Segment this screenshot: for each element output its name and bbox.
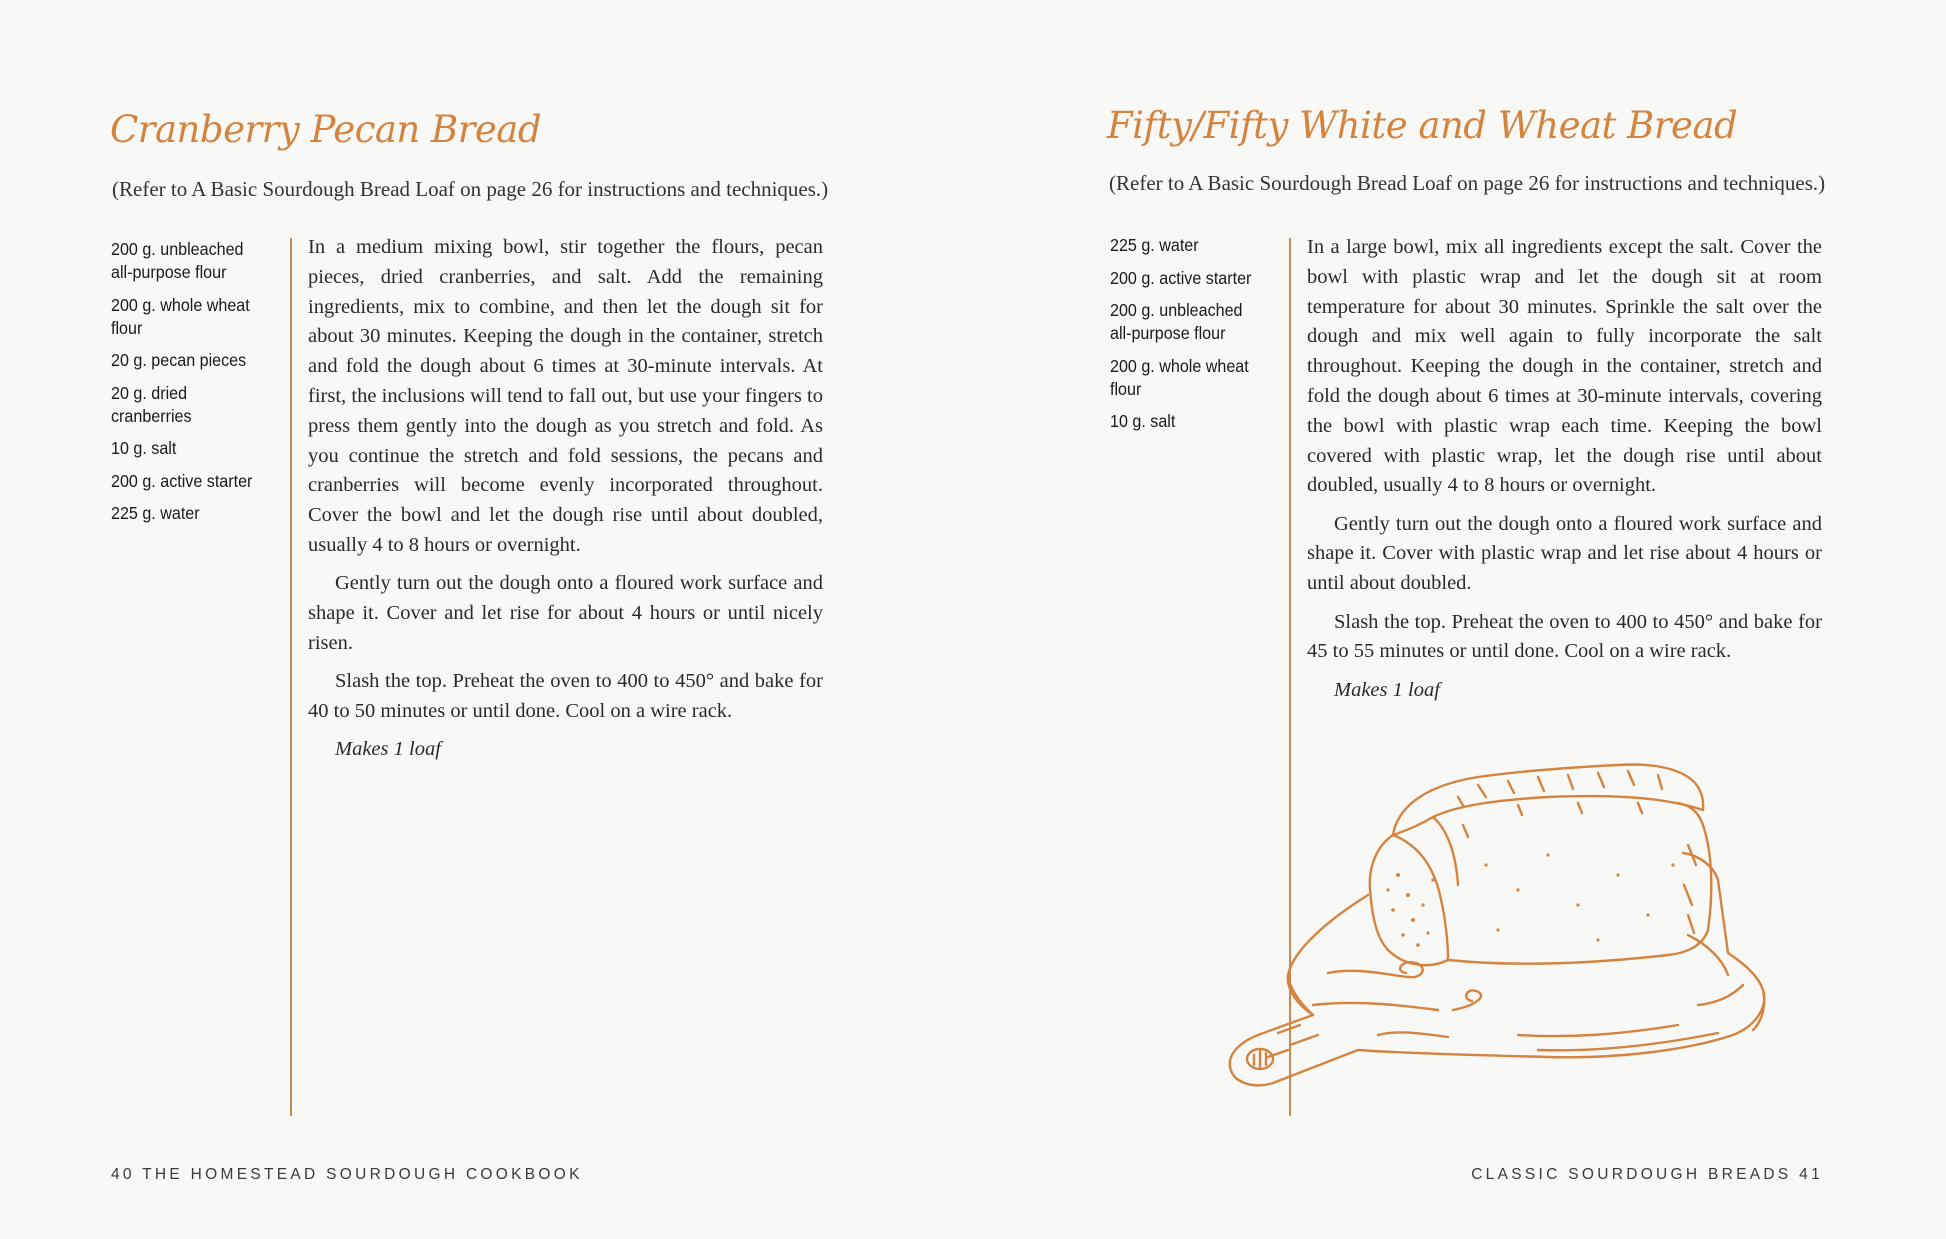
instruction-paragraph: Gently turn out the dough onto a floured work surface and shape it. Cover and let rise for about 4 hours or until nicely risen. — [308, 572, 823, 654]
yield-note: Makes 1 loaf — [335, 738, 441, 761]
ingredient-item: 10 g. salt — [111, 438, 177, 458]
ingredient-item: 20 g. dried cranberries — [111, 382, 192, 426]
ingredient-item: 225 g. water — [1110, 235, 1199, 255]
ingredient-item: 10 g. salt — [1110, 411, 1176, 431]
ingredient-list — [111, 238, 267, 535]
recipe-instructions — [1307, 233, 1822, 714]
ingredient-item: 200 g. whole wheat flour — [1110, 355, 1249, 399]
ingredient-item: 200 g. active starter — [1110, 267, 1252, 288]
instruction-paragraph: In a medium mixing bowl, stir together the flours, pecan pieces, dried cranberries, and salt. Add the remaining ingredients, mix to combine, and then let the dough sit for about 30 minutes. Keeping the dough in the container, stretch and fold the dough about 6 times at 30-minute intervals. At first, the inclusions will tend to fall out, but use your fingers to press them gently into the dough as you stretch and fold. As you continue the stretch and fold sessions, the pecans and cranberries will become evenly incorporated throughout. Cover the bowl and let the dough rise until about doubled, usually 4 to 8 hours or overnight. — [308, 236, 823, 556]
refer-note: (Refer to A Basic Sourdough Bread Loaf on page 26 for instructions and techniques.) — [112, 177, 829, 201]
column-divider — [290, 238, 292, 1116]
ingredient-item: 20 g. pecan pieces — [111, 350, 247, 370]
page-footer: CLASSIC SOURDOUGH BREADS 41 — [1471, 1166, 1823, 1183]
recipe-title: Cranberry Pecan Bread — [110, 108, 542, 151]
yield-note: Makes 1 loaf — [1334, 678, 1440, 701]
ingredient-item: 200 g. whole wheat flour — [111, 294, 250, 338]
instruction-paragraph: Gently turn out the dough onto a floured work surface and shape it. Cover with plastic wrap and let rise about 4 hours or until about doubled. — [1307, 512, 1822, 595]
instruction-paragraph: Slash the top. Preheat the oven to 400 to 450° and bake for 40 to 50 minutes or until done. Cool on a wire rack. — [308, 670, 823, 722]
ingredient-list — [1110, 234, 1266, 443]
bread-loaf-on-cutting-board-icon — [1218, 705, 1818, 1095]
instruction-paragraph: Slash the top. Preheat the oven to 400 to 450° and bake for 45 to 55 minutes or until done. Cool on a wire rack. — [1307, 610, 1822, 663]
ingredient-item: 200 g. unbleached all-purpose flour — [111, 239, 244, 282]
page-footer: 40 THE HOMESTEAD SOURDOUGH COOKBOOK — [111, 1166, 583, 1183]
refer-note: (Refer to A Basic Sourdough Bread Loaf on page 26 for instructions and techniques.) — [1109, 171, 1826, 195]
ingredient-item: 225 g. water — [111, 503, 200, 523]
recipe-instructions — [308, 233, 823, 774]
recipe-title: Fifty/Fifty White and Wheat Bread — [1107, 104, 1738, 147]
instruction-paragraph: In a large bowl, mix all ingredients except the salt. Cover the bowl with plastic wrap and let the dough sit at room temperature for about 30 minutes. Sprinkle the salt over the dough and mix well again to fully incorporate the salt throughout. Keeping the dough in the container, stretch and fold the dough about 6 times at 30-minute intervals, covering the bowl with plastic wrap each time. Keeping the bowl covered with plastic wrap, let the dough rise until about doubled, usually 4 to 8 hours or overnight. — [1307, 236, 1822, 497]
ingredient-item: 200 g. unbleached all-purpose flour — [1110, 300, 1243, 343]
ingredient-item: 200 g. active starter — [111, 470, 253, 491]
